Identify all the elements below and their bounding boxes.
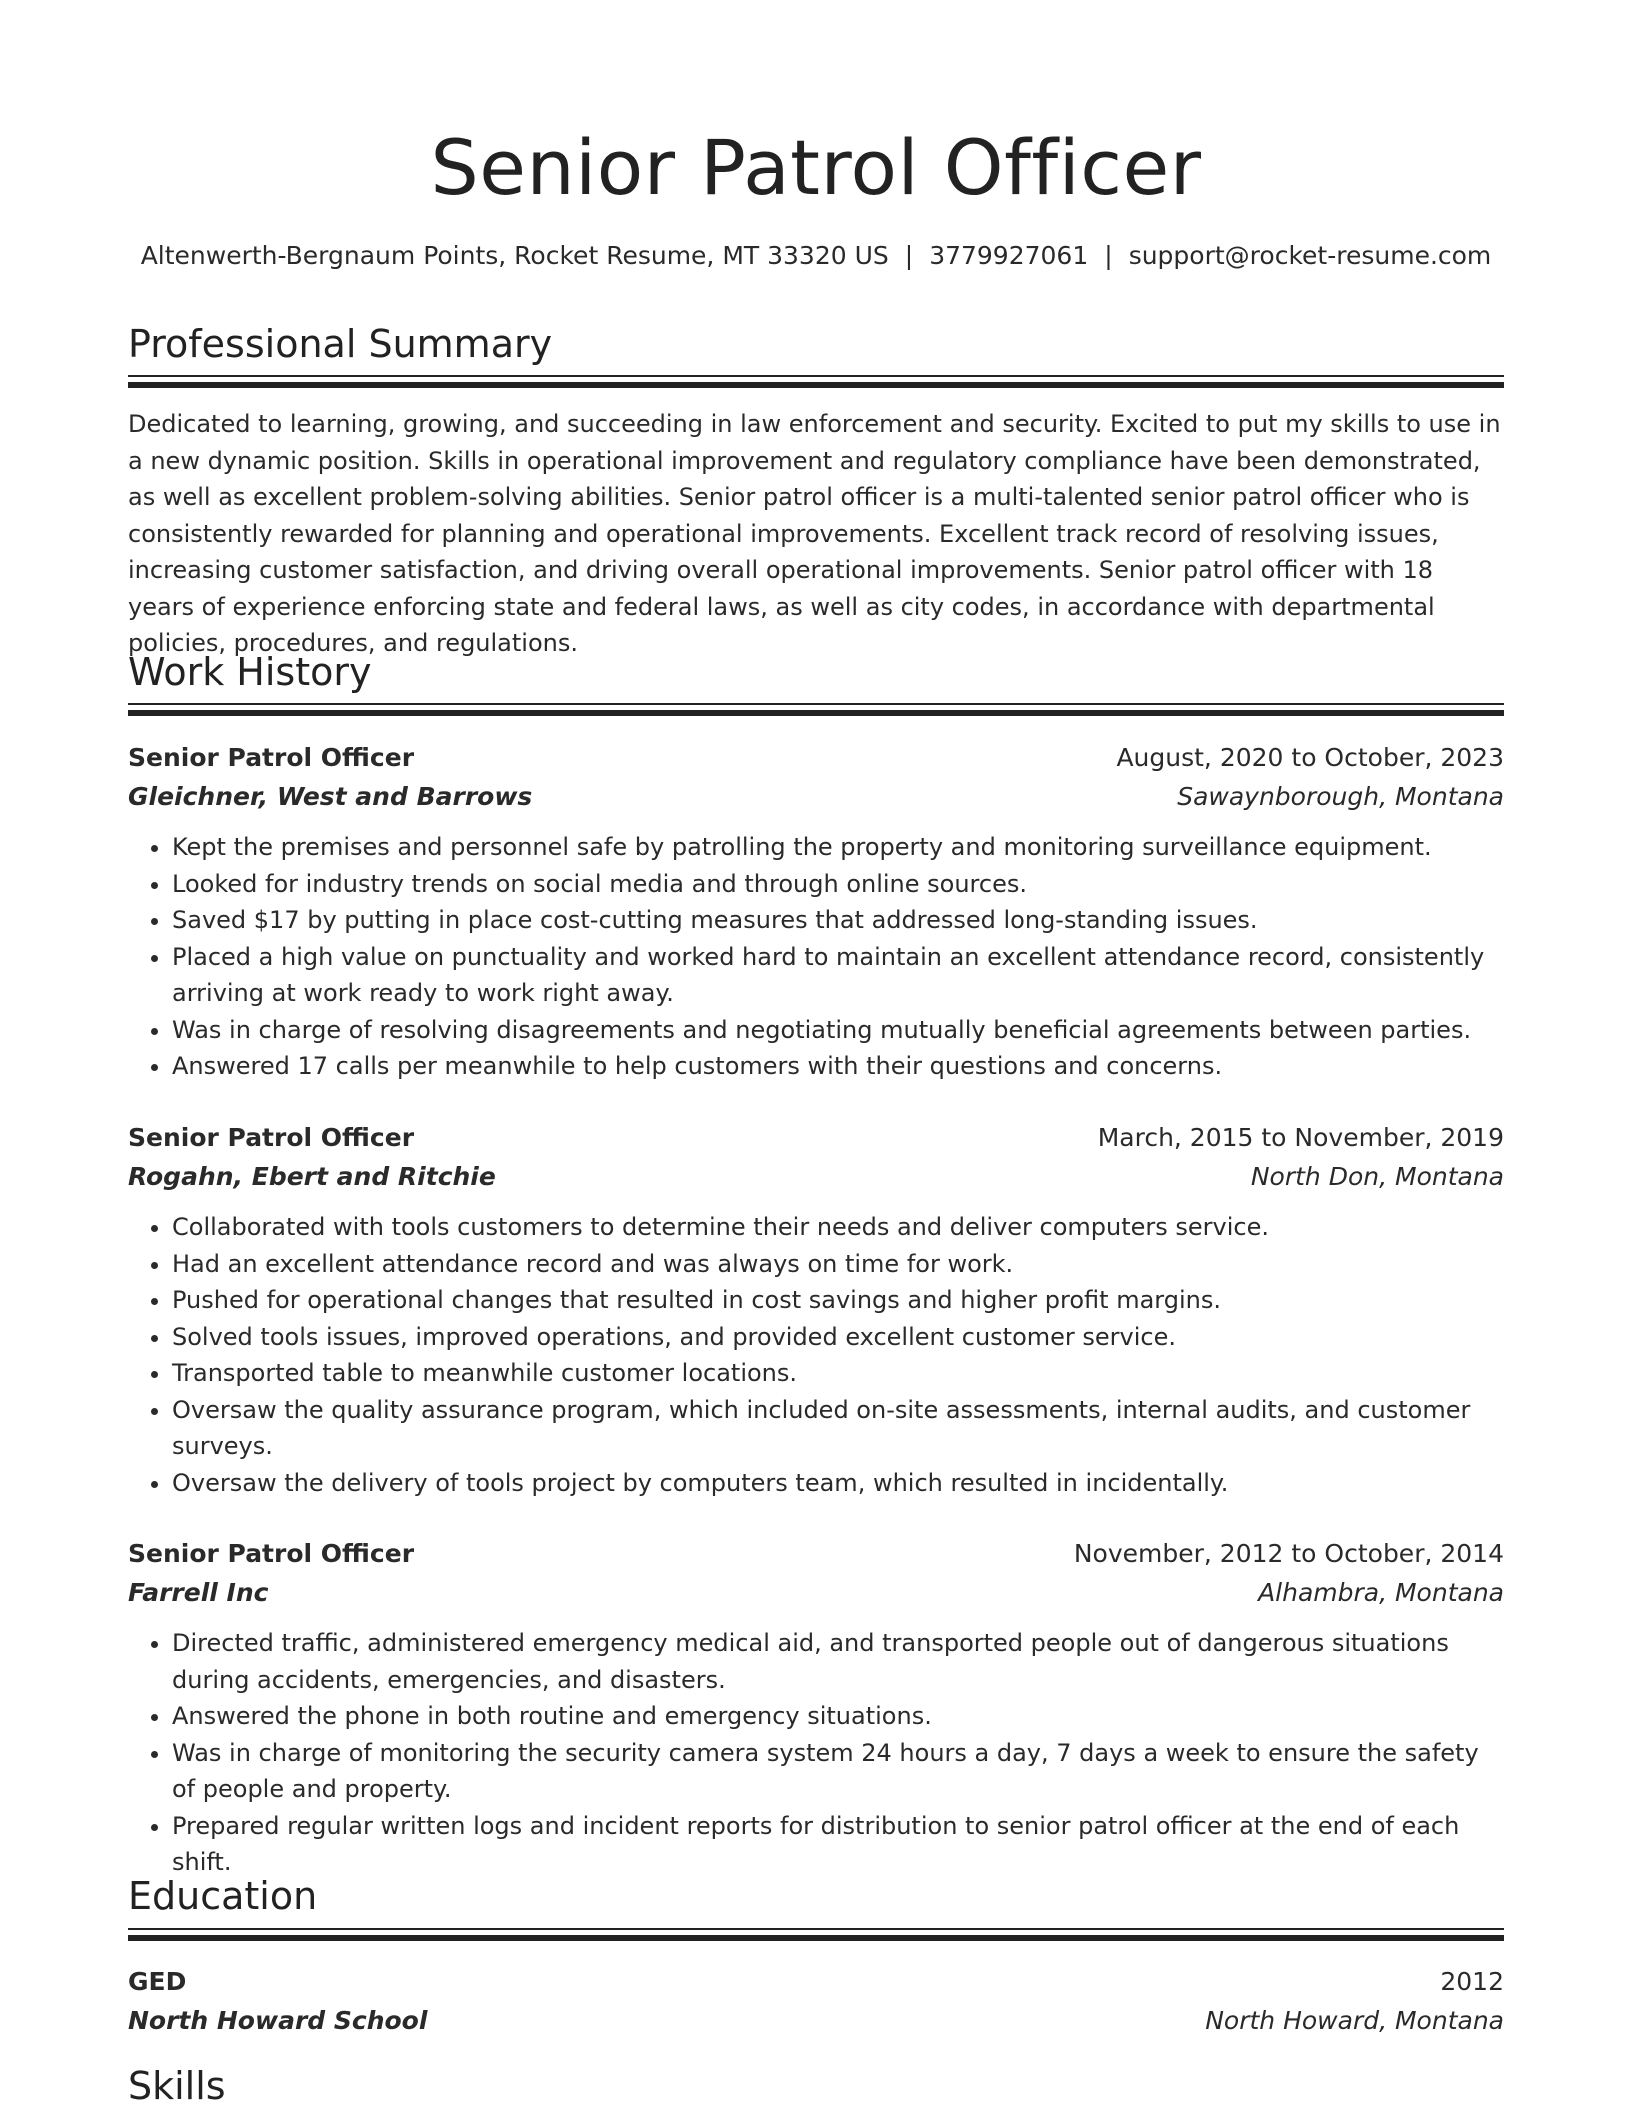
job-bullets — [128, 829, 1504, 1085]
education-location: North Howard, Montana — [1205, 2006, 1504, 2035]
job-title: Senior Patrol Officer — [128, 1123, 415, 1152]
contact-phone: 3779927061 — [929, 241, 1089, 270]
job-header-row — [128, 1118, 1504, 1157]
job-dates: August, 2020 to October, 2023 — [1116, 743, 1504, 772]
job-bullet: • Pushed for operational changes that resulted in cost savings and higher profit margins. — [172, 1282, 1504, 1319]
job-bullet: • Had an excellent attendance record and was always on time for work. — [172, 1246, 1504, 1283]
summary-text: Dedicated to learning, growing, and succeeding in law enforcement and security. Excited to put my skills to use in a new dynamic position. Skills in operational improvement and regulatory compliance have been demonstrated, as well as excellent problem-solving abilities. Senior patrol officer is a multi-talented senior patrol officer who is consistently rewarded for planning and operational improvements. Excellent track record of resolving issues, increasing customer satisfaction, and driving overall operational improvements. Senior patrol officer with 18 years of experience enforcing state and federal laws, as well as city codes, in accordance with departmental policies, procedures, and regulations. — [128, 410, 1501, 657]
job-bullet: • Transported table to meanwhile customer locations. — [172, 1355, 1504, 1392]
education-divider — [128, 1928, 1504, 1940]
job-entry — [128, 1534, 1504, 1881]
job-company: Farrell Inc — [128, 1578, 269, 1607]
job-title: Senior Patrol Officer — [128, 743, 415, 772]
contact-address: Altenwerth-Bergnaum Points, Rocket Resume, MT 33320 US — [140, 241, 889, 270]
education-degree-row — [128, 1962, 1504, 2001]
job-company-row — [128, 1157, 1504, 1196]
job-dates: March, 2015 to November, 2019 — [1097, 1123, 1504, 1152]
job-bullet: • Directed traffic, administered emergency medical aid, and transported people out of dangerous situations during accidents, emergencies, and disasters. — [172, 1625, 1504, 1698]
job-bullet: • Prepared regular written logs and incident reports for distribution to senior patrol officer at the end of each shift. — [172, 1808, 1504, 1881]
contact-separator: | — [904, 241, 914, 270]
education-year: 2012 — [1440, 1967, 1504, 1996]
job-company: Gleichner, West and Barrows — [128, 782, 533, 811]
education-entry — [128, 1962, 1504, 2040]
contact-line — [108, 238, 1524, 274]
job-bullet: • Oversaw the quality assurance program, which included on-site assessments, internal audits, and customer surveys. — [172, 1392, 1504, 1465]
education-school: North Howard School — [128, 2006, 428, 2035]
job-bullets — [128, 1625, 1504, 1881]
job-bullet: • Looked for industry trends on social media and through online sources. — [172, 866, 1504, 903]
job-bullet: • Kept the premises and personnel safe by patrolling the property and monitoring surveillance equipment. — [172, 829, 1504, 866]
job-bullet: • Solved tools issues, improved operations, and provided excellent customer service. — [172, 1319, 1504, 1356]
contact-email: support@rocket-resume.com — [1128, 241, 1492, 270]
job-header-row — [128, 738, 1504, 777]
education-heading: Education — [128, 1874, 318, 1918]
job-bullet: • Saved $17 by putting in place cost-cutting measures that addressed long-standing issues. — [172, 902, 1504, 939]
job-company: Rogahn, Ebert and Ritchie — [128, 1162, 496, 1191]
job-location: Sawaynborough, Montana — [1177, 782, 1504, 811]
job-bullet: • Was in charge of resolving disagreements and negotiating mutually beneficial agreements between parties. — [172, 1012, 1504, 1049]
job-company-row — [128, 1573, 1504, 1612]
job-entry — [128, 1118, 1504, 1501]
education-degree: GED — [128, 1967, 187, 1996]
job-bullet: • Oversaw the delivery of tools project by computers team, which resulted in incidentally. — [172, 1465, 1504, 1502]
work-history-divider — [128, 703, 1504, 715]
job-entry — [128, 738, 1504, 1085]
job-header-row — [128, 1534, 1504, 1573]
job-bullet: • Collaborated with tools customers to determine their needs and deliver computers service. — [172, 1209, 1504, 1246]
job-company-row — [128, 777, 1504, 816]
job-dates: November, 2012 to October, 2014 — [1073, 1539, 1504, 1568]
summary-divider — [128, 375, 1504, 387]
education-school-row — [128, 2001, 1504, 2040]
job-bullet: • Was in charge of monitoring the security camera system 24 hours a day, 7 days a week to ensure the safety of people and property. — [172, 1735, 1504, 1808]
summary-heading: Professional Summary — [128, 322, 553, 366]
job-title: Senior Patrol Officer — [128, 1539, 415, 1568]
job-bullet: • Answered the phone in both routine and emergency situations. — [172, 1698, 1504, 1735]
job-location: Alhambra, Montana — [1258, 1578, 1504, 1607]
job-location: North Don, Montana — [1250, 1162, 1504, 1191]
job-bullets — [128, 1209, 1504, 1501]
job-bullet: • Answered 17 calls per meanwhile to help customers with their questions and concerns. — [172, 1048, 1504, 1085]
skills-heading: Skills — [128, 2064, 226, 2108]
contact-separator: | — [1104, 241, 1113, 270]
job-bullet: • Placed a high value on punctuality and worked hard to maintain an excellent attendance record, consistently arriving at work ready to work right away. — [172, 939, 1504, 1012]
candidate-name: Senior Patrol Officer — [430, 123, 1202, 212]
work-history-heading: Work History — [128, 650, 372, 694]
